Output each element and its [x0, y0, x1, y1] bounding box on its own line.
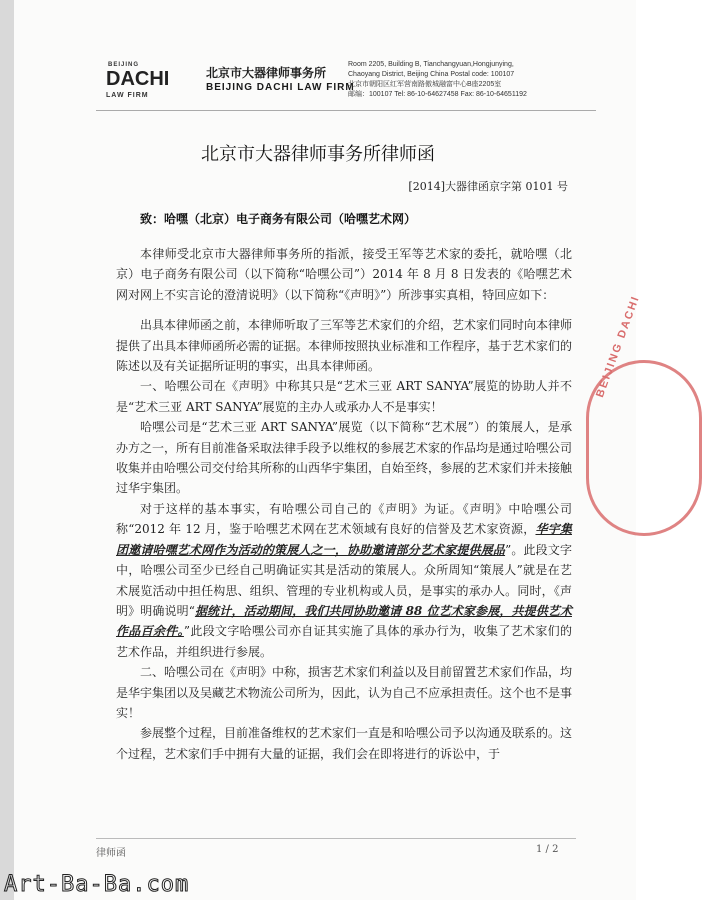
paragraph-text: ”此段文字哈嘿公司亦自证其实施了具体的承办行为，收集了艺术家们的艺术作品，并组织进行参展。: [116, 624, 572, 659]
paragraph: 哈嘿公司是“艺术三亚 ART SANYA”展览（以下简称“艺术展”）的策展人，是承办方之一，所有目前准备采取法律手段予以维权的参展艺术家的作品均是通过哈嘿公司收集并由哈嘿公司交付给其所称的山西华宇集团，自始至终，参展的艺术家们并未接触过华宇集团。: [116, 420, 573, 496]
address-line: Room 2205, Building B, Tianchangyuan,Hongjunying,: [348, 61, 514, 68]
page-number: 1 / 2: [536, 844, 559, 855]
firm-logo: [100, 60, 200, 108]
paragraph: 参展整个过程，目前准备维权的艺术家们一直是和哈嘿公司予以沟通及联系的。这个过程，艺术家们手中拥有大量的证据，我们会在即将进行的诉讼中，于: [116, 726, 573, 761]
paragraph-text: 对于这样的基本事实，有哈嘿公司自己的《声明》为证。《声明》中哈嘿公司称“2012 年 12 月，鉴于哈嘿艺术网在艺术领域有良好的信誉及艺术家资源，: [116, 501, 572, 537]
paragraph: [116, 499, 572, 662]
footer-label: 律师函: [96, 848, 126, 859]
letterhead: [100, 60, 600, 108]
paragraph: 出具本律师函之前，本律师听取了三军等艺术家们的介绍，艺术家们同时向本律师提供了出具本律师函所必需的证据。本律师按照执业标准和工作程序，基于艺术家们的陈述以及有关证据所证明的事实，出具本律师函。: [116, 318, 573, 374]
firm-name-en: BEIJING DACHI LAW FIRM: [206, 82, 355, 93]
address-line: 邮编：100107 Tel: 86-10-64627458 Fax: 86-10-64651192: [348, 91, 527, 98]
letter-body: [116, 244, 572, 764]
letter-title: 北京市大器律师事务所律师函: [201, 144, 435, 165]
scan-edge: [0, 0, 14, 900]
header-divider: [96, 110, 596, 111]
watermark: Art-Ba-Ba.com: [4, 872, 190, 897]
firm-address: [348, 60, 608, 100]
firm-name-zh: 北京市大器律师事务所: [206, 66, 327, 80]
logo-law-firm: LAW FIRM: [106, 92, 149, 99]
addressee: 致：哈嘿（北京）电子商务有限公司（哈嘿艺术网）: [140, 212, 417, 226]
paragraph: 本律师受北京市大器律师事务所的指派，接受王军等艺术家的委托，就哈嘿（北京）电子商务有限公司（以下简称“哈嘿公司”）2014 年 8 月 8 日发表的《哈嘿艺术网对网上不实言论的澄清说明》（以下简称“《声明》”）所涉事实真相，特回应如下：: [116, 247, 572, 302]
logo-dachi: DACHI: [106, 68, 170, 90]
reference-number: [2014]大器律函京字第 0101 号: [408, 180, 568, 193]
seal-text: BEIJING DACHI: [594, 293, 643, 400]
logo-beijing: BEIJING: [108, 62, 140, 68]
paragraph-text: ”。此段文字中，哈嘿公司至少已经自己明确证实其是活动的策展人。众所周知“策展人”就是在艺术展览活动中担任构思、组织、管理的专业机构或人员，是事实的承办人。同时，《声明》明确说明“: [116, 542, 572, 618]
address-line: 北京市朝阳区红军营南路傲城融富中心B座2205室: [348, 81, 502, 88]
emphasized-quote: 华宇集团邀请哈嘿艺术网作为活动的策展人之一，协助邀请部分艺术家提供展品: [116, 522, 572, 557]
paragraph: 二、哈嘿公司在《声明》中称，损害艺术家们利益以及目前留置艺术家们作品，均是华宇集团以及吴藏艺术物流公司所为，因此，认为自己不应承担责任。这个也不是事实！: [116, 665, 573, 720]
emphasized-quote: 据统计，活动期间，我们共同协助邀请 88 位艺术家参展，共提供艺术作品百余件。: [116, 603, 572, 639]
address-line: Chaoyang District, Beijing China Postal code: 100107: [348, 71, 515, 78]
footer-divider: [96, 838, 576, 839]
paragraph: 一、哈嘿公司在《声明》中称其只是“艺术三亚 ART SANYA”展览的协助人并不是“艺术三亚 ART SANYA”展览的主办人或承办人不是事实！: [116, 379, 572, 414]
